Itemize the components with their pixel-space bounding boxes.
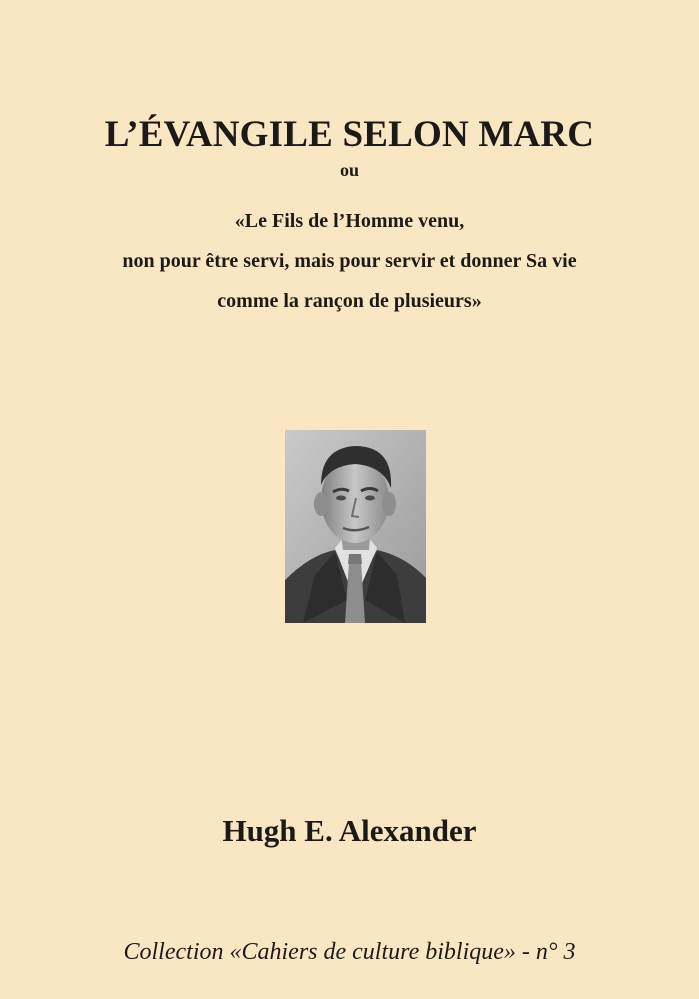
author-name: Hugh E. Alexander	[222, 813, 477, 848]
collection-series-label: Collection «Cahiers de culture biblique» - n° 3	[123, 939, 576, 965]
book-subtitle	[0, 201, 699, 321]
author-portrait-photo	[285, 430, 426, 623]
subtitle-line-2: non pour être servi, mais pour servir et donner Sa vie	[122, 250, 577, 272]
subtitle-line-1: «Le Fils de l’Homme venu,	[234, 210, 465, 232]
title-connector: ou	[339, 160, 359, 180]
subtitle-line-3: comme la rançon de plusieurs»	[217, 290, 482, 312]
book-title: L’ÉVANGILE SELON MARC	[104, 113, 595, 155]
